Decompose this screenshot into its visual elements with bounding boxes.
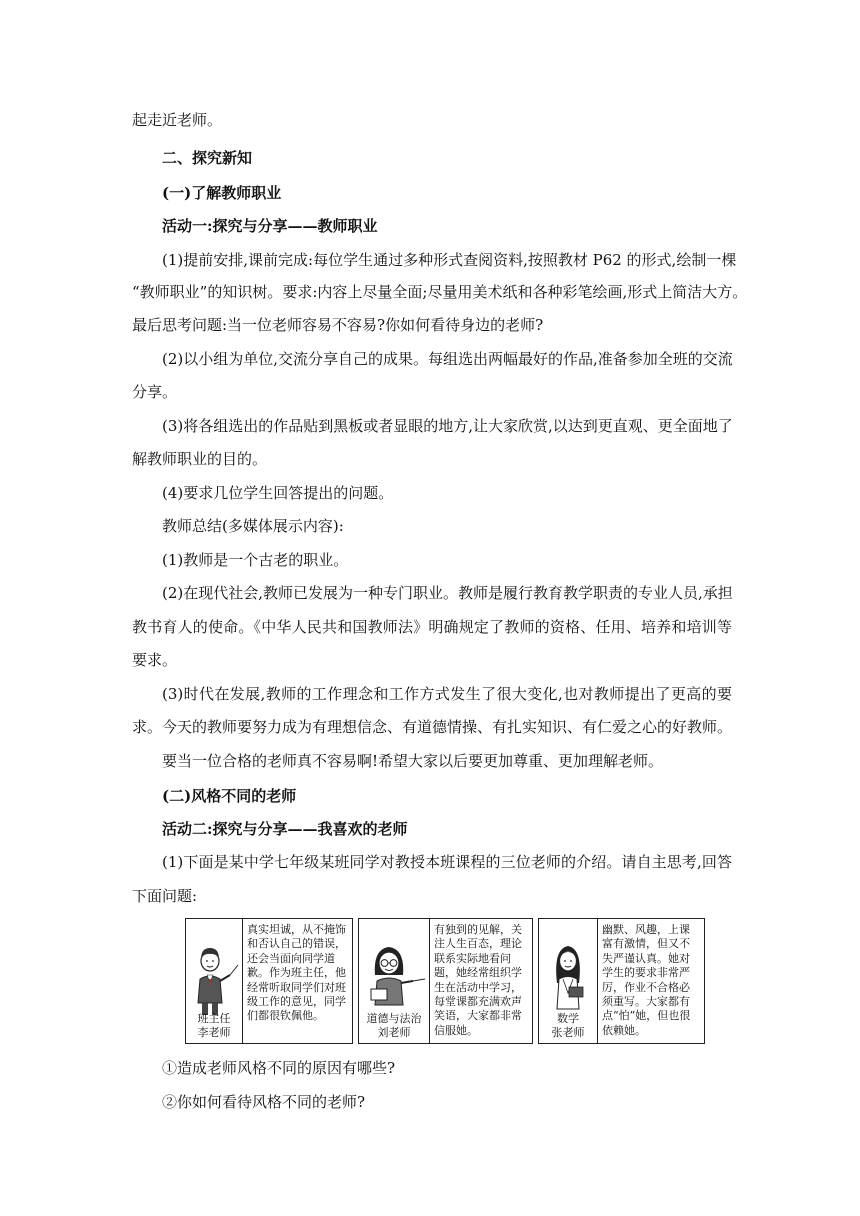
paragraph-line: 教书育人的使命。《中华人民共和国教师法》明确规定了教师的资格、任用、培养和培训等: [132, 618, 732, 636]
teacher-illustration: [186, 919, 243, 1043]
teacher-caption: [359, 1012, 429, 1040]
teacher-role-label: 班主任: [197, 1012, 231, 1025]
teacher-description: 真实坦诚，从不掩饰和否认自己的错误，还会当面向同学道歉。作为班主任，他经常听取同学们对班级工作的意见，同学们都很钦佩他。: [247, 923, 346, 1023]
paragraph-line: 教师总结(多媒体展示内容):: [162, 517, 344, 535]
paragraph-line: 求。今天的教师要努力成为有理想信念、有道德情操、有扎实知识、有仁爱之心的好教师。: [132, 718, 733, 736]
paragraph-line: 要求。: [132, 651, 178, 669]
paragraph-line: (1)下面是某中学七年级某班同学对教授本班课程的三位老师的介绍。请自主思考,回答: [162, 853, 732, 871]
question-item: ②你如何看待风格不同的老师?: [162, 1093, 366, 1111]
teacher-panels-figure: [185, 918, 705, 1044]
paragraph-line: 分享。: [132, 383, 178, 401]
teacher-illustration: [359, 919, 430, 1043]
paragraph-line: 起走近老师。: [132, 111, 223, 129]
activity-heading: 活动一:探究与分享——教师职业: [162, 217, 378, 235]
paragraph-line: (2)在现代社会,教师已发展为一种专门职业。教师是履行教育教学职责的专业人员,承担: [162, 584, 733, 602]
paragraph-line: (3)将各组选出的作品贴到黑板或者显眼的地方,让大家欣赏,以达到更直观、更全面地了: [162, 417, 733, 435]
paragraph-line: (1)教师是一个古老的职业。: [162, 551, 349, 569]
paragraph-line: (4)要求几位学生回答提出的问题。: [162, 484, 394, 502]
question-item: ①造成老师风格不同的原因有哪些?: [162, 1059, 396, 1077]
activity-heading: 活动二:探究与分享——我喜欢的老师: [162, 820, 408, 838]
teacher-illustration: [539, 919, 598, 1043]
paragraph-line: (1)提前安排,课前完成:每位学生通过多种形式查阅资料,按照教材 P62 的形式,绘制一棵: [162, 251, 737, 269]
teacher-panel-zhang: [538, 918, 705, 1044]
paragraph-line: 最后思考问题:当一位老师容易不容易?你如何看待身边的老师?: [132, 316, 544, 334]
paragraph-line: 要当一位合格的老师真不容易啊!希望大家以后要更加尊重、更加理解老师。: [162, 752, 664, 770]
teacher-description: 幽默、风趣，上课富有激情，但又不失严谨认真。她对学生的要求非常严厉，作业不合格必须重写。大家都有点“怕”她，但也很依赖她。: [602, 923, 691, 1037]
teacher-name-label: 李老师: [197, 1026, 231, 1039]
paragraph-line: “教师职业”的知识树。要求:内容上尽量全面;尽量用美术纸和各种彩笔绘画,形式上简洁大方。: [132, 283, 748, 301]
teacher-caption: [186, 1012, 242, 1040]
teacher-panel-li: [185, 918, 353, 1044]
teacher-description: 有独到的见解，关注人生百态，理论联系实际地看问题，她经常组织学生在活动中学习，每堂课都充满欢声笑语，大家都非常信服她。: [434, 923, 522, 1037]
teacher-caption: [539, 1012, 597, 1040]
subsection-heading: (一)了解教师职业: [162, 184, 282, 202]
paragraph-line: 下面问题:: [132, 887, 198, 905]
paragraph-line: (2)以小组为单位,交流分享自己的成果。每组选出两幅最好的作品,准备参加全班的交流: [162, 350, 733, 368]
teacher-role-label: 数学: [557, 1012, 579, 1025]
paragraph-line: 解教师职业的目的。: [132, 450, 268, 468]
teacher-name-label: 张老师: [551, 1026, 585, 1039]
subsection-heading: (二)风格不同的老师: [162, 787, 297, 805]
teacher-panel-liu: [358, 918, 533, 1044]
teacher-role-label: 道德与法治: [366, 1012, 422, 1025]
section-heading: 二、探究新知: [162, 149, 253, 167]
teacher-name-label: 刘老师: [377, 1026, 411, 1039]
paragraph-line: (3)时代在发展,教师的工作理念和工作方式发生了很大变化,也对教师提出了更高的要: [162, 685, 732, 703]
